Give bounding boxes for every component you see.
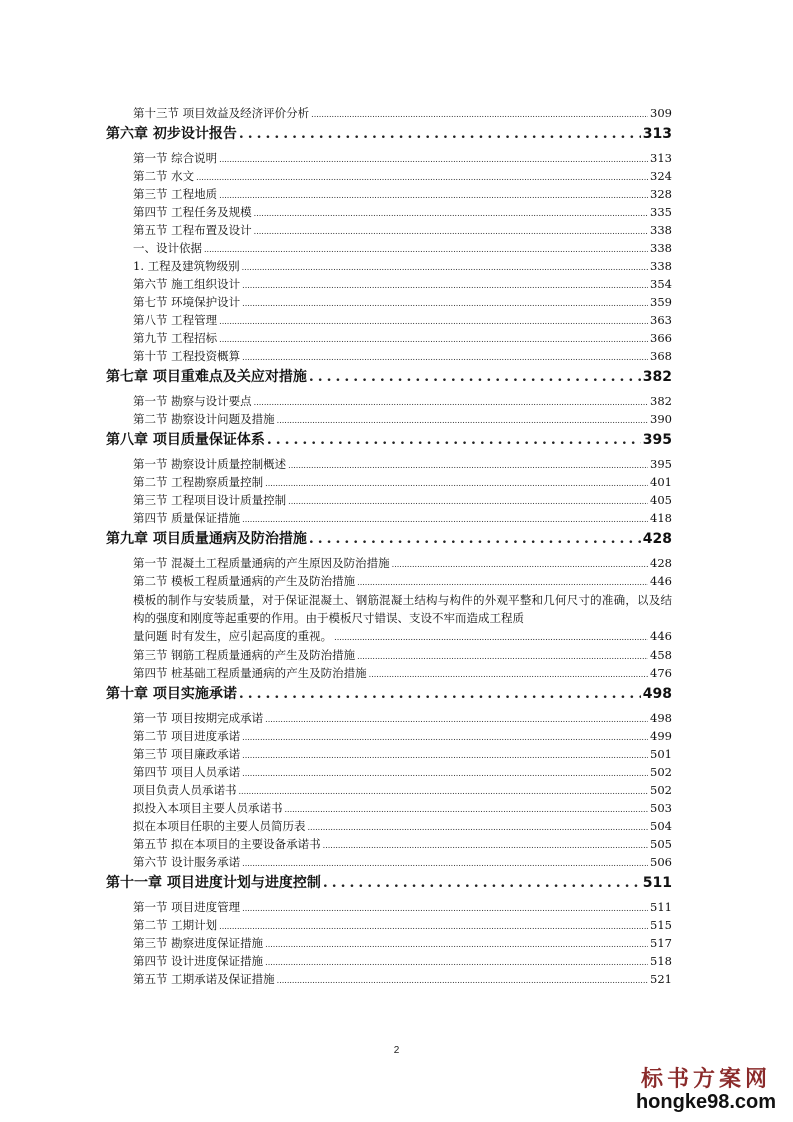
dot-leader [254, 227, 648, 236]
dot-leader [242, 769, 648, 778]
watermark-url: hongke98.com [635, 1091, 777, 1113]
toc-section-title: 第三节 工程地质 [133, 187, 218, 201]
toc-chapter-title: 第六章 初步设计报告 [106, 126, 237, 142]
dot-leader [309, 369, 641, 385]
dot-leader [219, 155, 648, 164]
dot-leader [242, 751, 648, 760]
toc-section-row[interactable] [106, 854, 672, 872]
watermark-title: 标书方案网 [640, 1067, 771, 1092]
toc-section-row[interactable] [106, 746, 672, 764]
toc-section-row[interactable] [106, 150, 672, 168]
toc-section-title: 第一节 综合说明 [133, 151, 218, 165]
toc-section-row[interactable] [106, 782, 672, 800]
dot-leader [369, 670, 648, 679]
dot-leader [285, 805, 649, 814]
toc-page-number: 328 [650, 187, 672, 201]
toc-page-number: 476 [650, 666, 672, 680]
toc-page-number: 511 [642, 875, 672, 891]
toc-section-row[interactable] [106, 555, 672, 573]
toc-section-row[interactable] [106, 312, 672, 330]
dot-leader [265, 479, 648, 488]
dot-leader [277, 976, 648, 985]
toc-page-number: 501 [650, 747, 672, 761]
toc-section-title: 第四节 质量保证措施 [133, 511, 241, 525]
toc-page-number: 499 [650, 729, 672, 743]
toc-section-row[interactable] [106, 573, 672, 591]
toc-section-title: 一、设计依据 [133, 241, 202, 255]
toc-page-number: 401 [650, 475, 672, 489]
dot-leader [242, 281, 648, 290]
toc-section-title: 第二节 勘察设计问题及措施 [133, 412, 275, 426]
toc-page-number: 338 [650, 223, 672, 237]
toc-section-title: 第四节 设计进度保证措施 [133, 954, 264, 968]
table-of-contents [106, 105, 672, 989]
dot-leader [392, 560, 648, 569]
toc-section-title: 第四节 桩基础工程质量通病的产生及防治措施 [133, 666, 367, 680]
toc-section-title: 第十节 工程投资概算 [133, 349, 241, 363]
toc-page-number: 309 [650, 106, 672, 120]
toc-page-number: 313 [650, 151, 672, 165]
toc-section-title: 第一节 勘察设计质量控制概述 [133, 457, 287, 471]
toc-section-title: 第三节 工程项目设计质量控制 [133, 493, 287, 507]
toc-page-number: 517 [650, 936, 672, 950]
toc-section-title: 第一节 混凝土工程质量通病的产生原因及防治措施 [133, 556, 390, 570]
toc-section-title: 第二节 工程勘察质量控制 [133, 475, 264, 489]
dot-leader [323, 841, 648, 850]
dot-leader [239, 126, 641, 142]
dot-leader [309, 531, 641, 547]
toc-page-number: 335 [650, 205, 672, 219]
toc-page-number: 395 [650, 457, 672, 471]
dot-leader [254, 209, 648, 218]
toc-page-number: 428 [642, 531, 672, 547]
toc-section-title: 第四节 工程任务及规模 [133, 205, 252, 219]
toc-section-title: 第二节 水文 [133, 169, 195, 183]
toc-section-title: 第三节 勘察进度保证措施 [133, 936, 264, 950]
dot-leader [323, 875, 641, 891]
toc-section-title: 第三节 钢筋工程质量通病的产生及防治措施 [133, 648, 356, 662]
dot-leader [242, 733, 648, 742]
toc-section-row[interactable] [106, 492, 672, 510]
dot-leader [265, 940, 648, 949]
dot-leader [288, 497, 648, 506]
site-watermark [631, 1062, 781, 1114]
toc-section-row[interactable] [106, 899, 672, 917]
toc-section-row[interactable] [106, 393, 672, 411]
toc-page-number: 313 [642, 126, 672, 142]
dot-leader [242, 263, 648, 272]
toc-section-row[interactable] [106, 764, 672, 782]
dot-leader [265, 958, 648, 967]
dot-leader [254, 398, 648, 407]
toc-page-number: 418 [650, 511, 672, 525]
toc-page-number: 354 [650, 277, 672, 291]
toc-page-number: 505 [650, 837, 672, 851]
toc-section-title: 第三节 项目廉政承诺 [133, 747, 241, 761]
dot-leader [219, 922, 648, 931]
toc-page-number: 446 [650, 574, 672, 588]
toc-page-number: 428 [650, 556, 672, 570]
toc-section-row[interactable] [106, 330, 672, 348]
toc-page-number: 366 [650, 331, 672, 345]
toc-page-number: 503 [650, 801, 672, 815]
toc-section-title: 第五节 拟在本项目的主要设备承诺书 [133, 837, 321, 851]
toc-section-title: 第五节 工程布置及设计 [133, 223, 252, 237]
toc-page-number: 446 [650, 629, 672, 643]
dot-leader [334, 629, 648, 647]
dot-leader [219, 191, 648, 200]
toc-section-title: 项目负责人员承诺书 [133, 783, 237, 797]
toc-section-title: 第八节 工程管理 [133, 313, 218, 327]
toc-section-row[interactable] [106, 474, 672, 492]
toc-section-title: 第二节 项目进度承诺 [133, 729, 241, 743]
toc-section-row[interactable] [106, 258, 672, 276]
dot-leader [239, 686, 641, 702]
toc-section-title: 第二节 模板工程质量通病的产生及防治措施 [133, 574, 356, 588]
toc-section-row[interactable] [106, 294, 672, 312]
toc-page-number: 368 [650, 349, 672, 363]
toc-chapter-title: 第九章 项目质量通病及防治措施 [106, 531, 307, 547]
toc-section-row[interactable] [106, 953, 672, 971]
dot-leader [357, 652, 648, 661]
toc-section-row[interactable] [106, 917, 672, 935]
toc-section-row[interactable] [106, 456, 672, 474]
toc-section-row[interactable] [106, 510, 672, 528]
toc-section-row[interactable] [106, 240, 672, 258]
toc-section-title: 第七节 环境保护设计 [133, 295, 241, 309]
toc-page-number: 515 [650, 918, 672, 932]
toc-paragraph-entry[interactable] [106, 591, 672, 647]
dot-leader [265, 715, 648, 724]
toc-section-row[interactable] [106, 710, 672, 728]
toc-section-row[interactable] [106, 348, 672, 366]
toc-chapter-row[interactable] [106, 429, 672, 451]
toc-section-row[interactable] [106, 204, 672, 222]
toc-section-title: 第九节 工程招标 [133, 331, 218, 345]
toc-section-title: 第十三节 项目效益及经济评价分析 [133, 106, 310, 120]
dot-leader [219, 317, 648, 326]
dot-leader [308, 823, 649, 832]
toc-section-title: 第六节 设计服务承诺 [133, 855, 241, 869]
dot-leader [242, 859, 648, 868]
toc-page-number: 395 [642, 432, 672, 448]
toc-section-title: 拟投入本项目主要人员承诺书 [133, 801, 283, 815]
dot-leader [288, 461, 648, 470]
toc-page-number: 363 [650, 313, 672, 327]
toc-chapter-row[interactable] [106, 528, 672, 550]
toc-chapter-title: 第十章 项目实施承诺 [106, 686, 237, 702]
toc-section-row[interactable] [106, 411, 672, 429]
toc-page-number: 502 [650, 783, 672, 797]
toc-page-number: 405 [650, 493, 672, 507]
toc-section-title: 第一节 勘察与设计要点 [133, 394, 252, 408]
toc-page-number: 458 [650, 648, 672, 662]
toc-section-title: 第二节 工期计划 [133, 918, 218, 932]
dot-leader [242, 904, 648, 913]
toc-section-title: 第四节 项目人员承诺 [133, 765, 241, 779]
toc-page-number: 498 [650, 711, 672, 725]
toc-chapter-row[interactable] [106, 366, 672, 388]
toc-paragraph-lastline: 量问题 时有发生，应引起高度的重视。 [133, 629, 333, 643]
toc-section-row[interactable] [106, 800, 672, 818]
toc-page-number: 338 [650, 259, 672, 273]
toc-page-number: 502 [650, 765, 672, 779]
toc-section-row[interactable] [106, 105, 672, 123]
toc-page-number: 382 [642, 369, 672, 385]
toc-section-row[interactable] [106, 168, 672, 186]
toc-page-number: 359 [650, 295, 672, 309]
toc-page-number: 521 [650, 972, 672, 986]
toc-section-row[interactable] [106, 818, 672, 836]
toc-chapter-row[interactable] [106, 872, 672, 894]
toc-section-title: 第一节 项目按期完成承诺 [133, 711, 264, 725]
toc-page-number: 324 [650, 169, 672, 183]
toc-chapter-row[interactable] [106, 683, 672, 705]
dot-leader [204, 245, 648, 254]
toc-page-number: 498 [642, 686, 672, 702]
toc-section-row[interactable] [106, 276, 672, 294]
toc-section-title: 第一节 项目进度管理 [133, 900, 241, 914]
toc-chapter-title: 第八章 项目质量保证体系 [106, 432, 265, 448]
toc-section-row[interactable] [106, 186, 672, 204]
dot-leader [219, 335, 648, 344]
toc-section-row[interactable] [106, 665, 672, 683]
dot-leader [311, 110, 648, 119]
toc-paragraph-text: 模板的制作与安装质量，对于保证混凝土、钢筋混凝土结构与构件的外观平整和几何尺寸的准确，以及结构的强度和刚度等起重要的作用。由于模板尺寸错误、支设不牢而造成工程质 [133, 593, 672, 625]
toc-section-title: 第五节 工期承诺及保证措施 [133, 972, 275, 986]
toc-section-row[interactable] [106, 971, 672, 989]
dot-leader [277, 416, 648, 425]
toc-chapter-row[interactable] [106, 123, 672, 145]
toc-page-number: 390 [650, 412, 672, 426]
toc-page-number: 518 [650, 954, 672, 968]
dot-leader [242, 353, 648, 362]
page-number: 2 [393, 1045, 400, 1056]
dot-leader [242, 515, 648, 524]
toc-section-row[interactable] [106, 836, 672, 854]
toc-page-number: 382 [650, 394, 672, 408]
toc-section-row[interactable] [106, 647, 672, 665]
toc-page-number: 504 [650, 819, 672, 833]
toc-section-title: 拟在本项目任职的主要人员简历表 [133, 819, 306, 833]
dot-leader [239, 787, 649, 796]
toc-section-row[interactable] [106, 935, 672, 953]
toc-section-title: 1. 工程及建筑物级别 [133, 259, 240, 273]
toc-page-number: 511 [650, 900, 672, 914]
dot-leader [357, 578, 648, 587]
toc-section-row[interactable] [106, 728, 672, 746]
toc-page-number: 338 [650, 241, 672, 255]
toc-chapter-title: 第十一章 项目进度计划与进度控制 [106, 875, 321, 891]
dot-leader [196, 173, 648, 182]
toc-chapter-title: 第七章 项目重难点及关应对措施 [106, 369, 307, 385]
dot-leader [267, 432, 641, 448]
dot-leader [242, 299, 648, 308]
toc-page-number: 506 [650, 855, 672, 869]
toc-section-title: 第六节 施工组织设计 [133, 277, 241, 291]
toc-section-row[interactable] [106, 222, 672, 240]
